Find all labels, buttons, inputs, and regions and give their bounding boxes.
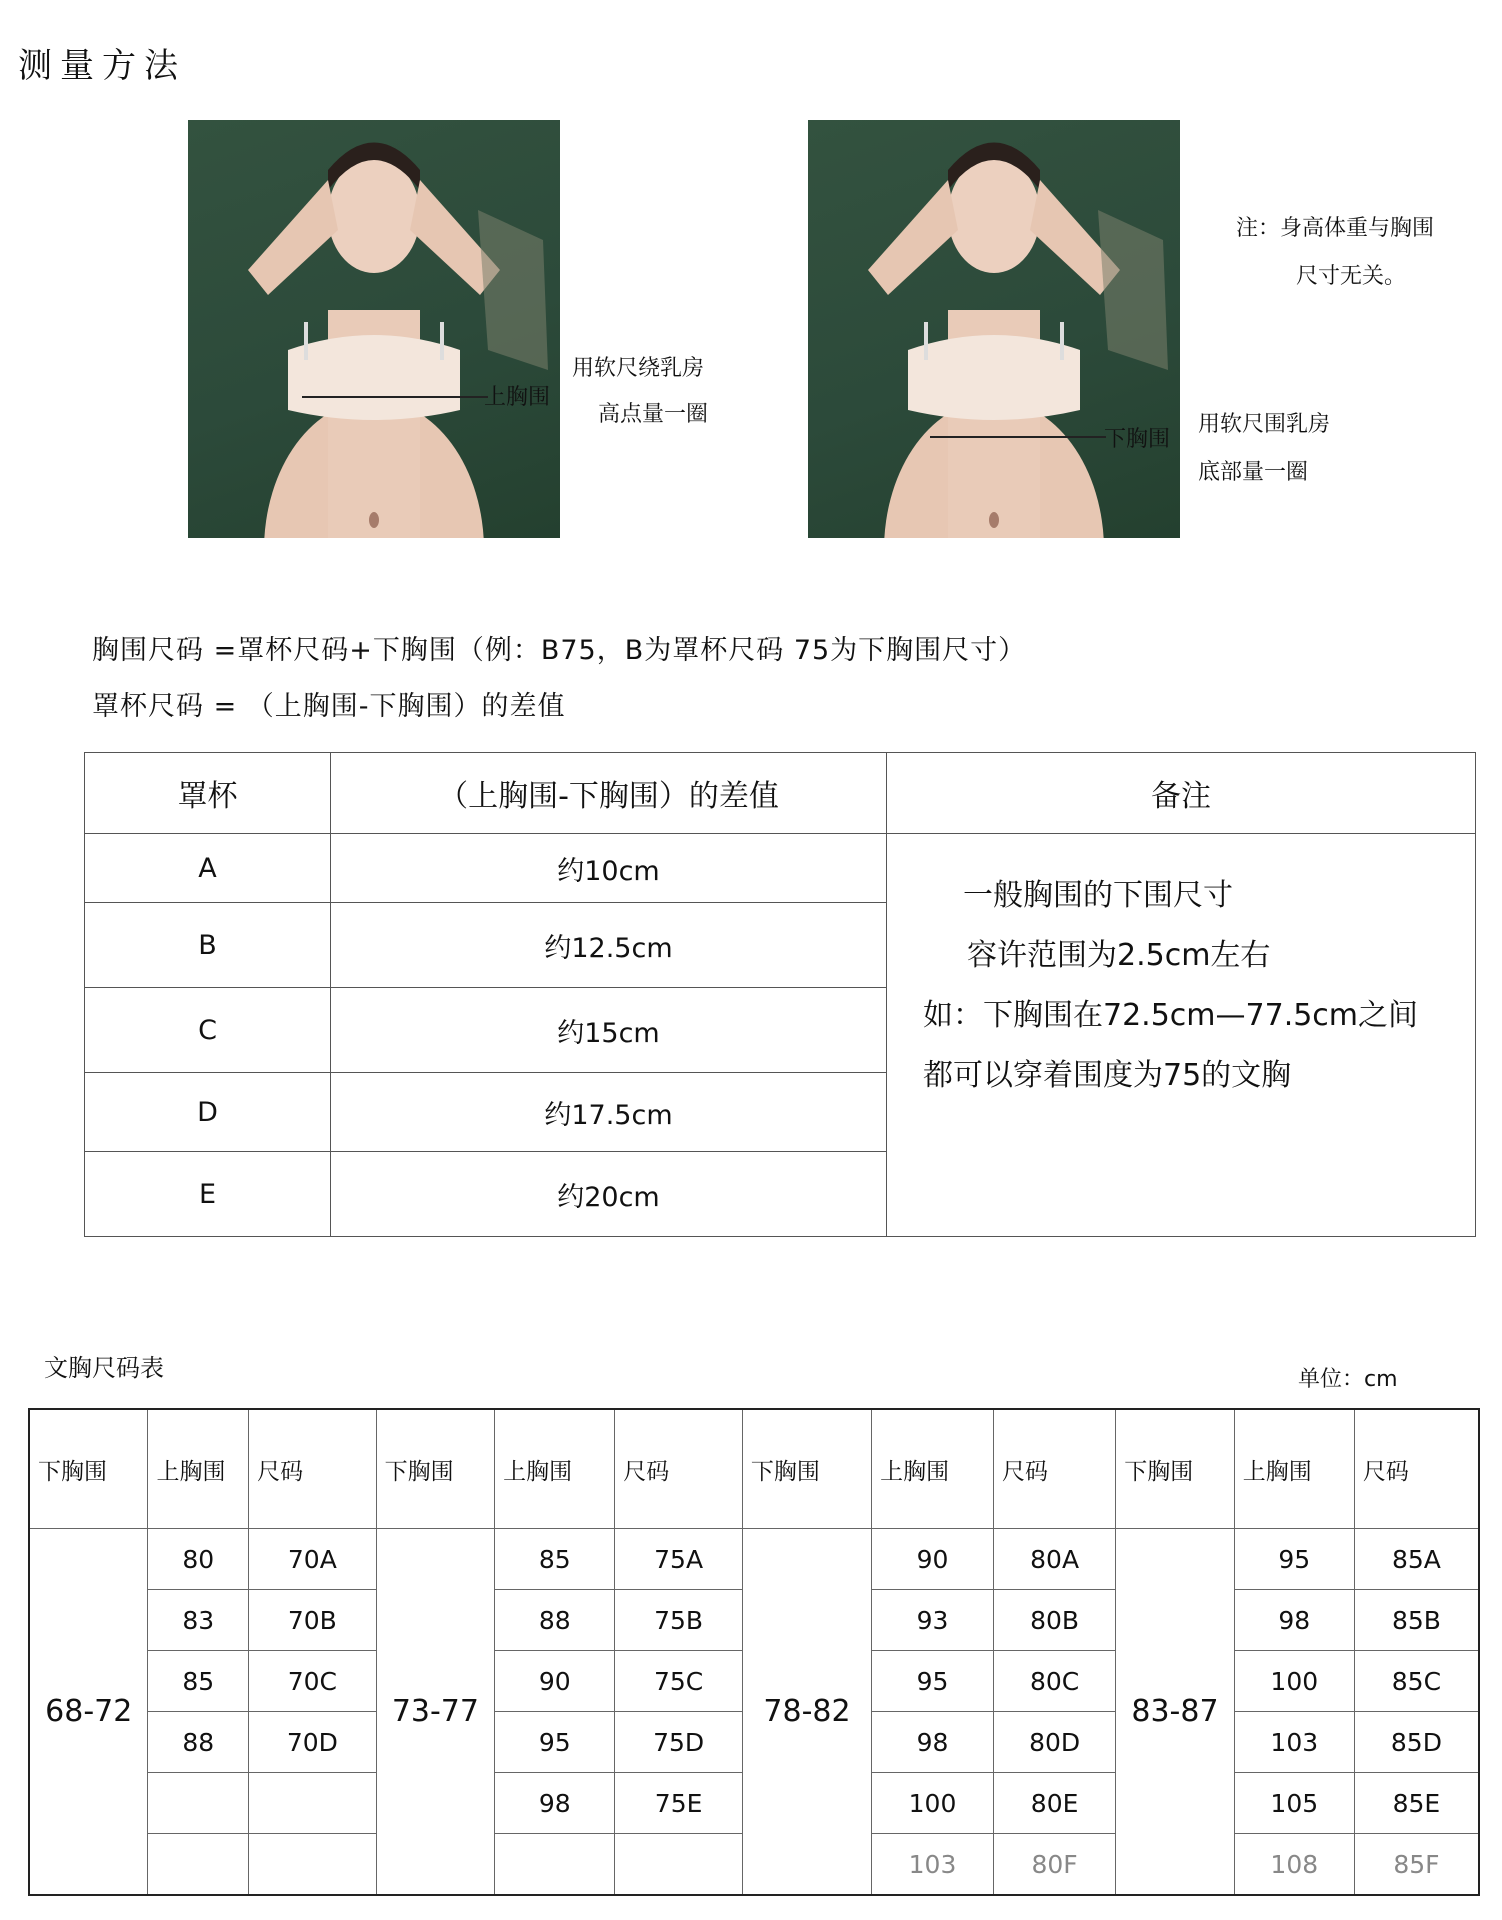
header-upper-bust: 上胸围 [1234,1409,1354,1529]
upper-bust-label: 上胸围 [484,385,551,410]
upper-bust-value: 103 [872,1834,994,1896]
side-note-1: 注：身高体重与胸围 [1236,216,1435,241]
upper-bust-value: 90 [495,1651,615,1712]
size-value: 75D [615,1712,743,1773]
remark-line: 如：下胸围在72.5cm—77.5cm之间 [923,998,1419,1033]
header-under-bust: 下胸围 [1116,1409,1234,1529]
upper-bust-value [495,1834,615,1896]
size-value: 80E [993,1773,1115,1834]
under-bust-label: 下胸围 [1104,427,1171,452]
upper-bust-value: 90 [872,1529,994,1590]
cup-letter: A [85,834,331,903]
page-title: 测量方法 [18,46,186,86]
bra-size-table [28,1408,1480,1896]
side-note-2: 尺寸无关。 [1296,264,1407,289]
size-value: 85E [1354,1773,1479,1834]
upper-bust-value: 103 [1234,1712,1354,1773]
header-under-bust: 下胸围 [29,1409,148,1529]
upper-bust-value: 100 [872,1773,994,1834]
size-value: 70D [249,1712,377,1773]
size-value: 80A [993,1529,1115,1590]
size-value: 75C [615,1651,743,1712]
size-value: 85A [1354,1529,1479,1590]
upper-bust-value: 85 [148,1651,249,1712]
upper-bust-value: 95 [872,1651,994,1712]
header-difference: （上胸围-下胸围）的差值 [331,753,887,834]
upper-bust-value: 80 [148,1529,249,1590]
cup-difference: 约20cm [331,1152,887,1237]
remark-line: 都可以穿着围度为75的文胸 [923,1058,1292,1093]
upper-bust-value: 95 [495,1712,615,1773]
cup-difference: 约15cm [331,988,887,1073]
header-under-bust: 下胸围 [742,1409,871,1529]
header-upper-bust: 上胸围 [148,1409,249,1529]
size-value: 75E [615,1773,743,1834]
cup-difference: 约10cm [331,834,887,903]
size-value: 85C [1354,1651,1479,1712]
under-bust-range: 83-87 [1116,1529,1234,1896]
size-value: 80C [993,1651,1115,1712]
model-photo-under-bust [808,120,1180,538]
upper-bust-value: 85 [495,1529,615,1590]
header-size: 尺码 [993,1409,1115,1529]
remark-line: 一般胸围的下围尺寸 [963,878,1233,913]
model-photo-upper-bust [188,120,560,538]
upper-bust-value: 83 [148,1590,249,1651]
under-bust-note-1: 用软尺围乳房 [1198,412,1331,437]
upper-bust-value: 88 [148,1712,249,1773]
cup-letter: D [85,1073,331,1152]
upper-bust-value: 93 [872,1590,994,1651]
size-value: 75B [615,1590,743,1651]
cup-difference: 约12.5cm [331,903,887,988]
size-value [615,1834,743,1896]
size-value: 80D [993,1712,1115,1773]
size-value: 85F [1354,1834,1479,1896]
upper-bust-value: 108 [1234,1834,1354,1896]
size-value [249,1834,377,1896]
size-value [249,1773,377,1834]
cup-difference: 约17.5cm [331,1073,887,1152]
size-value: 80F [993,1834,1115,1896]
size-value: 80B [993,1590,1115,1651]
table-row [85,834,1476,903]
upper-bust-value: 98 [1234,1590,1354,1651]
upper-bust-value: 98 [495,1773,615,1834]
upper-bust-value [148,1834,249,1896]
header-upper-bust: 上胸围 [872,1409,994,1529]
remark-cell [887,834,1476,1237]
header-size: 尺码 [249,1409,377,1529]
upper-bust-value [148,1773,249,1834]
header-under-bust: 下胸围 [376,1409,494,1529]
under-bust-line [930,436,1106,438]
size-value: 85D [1354,1712,1479,1773]
cup-letter: C [85,988,331,1073]
under-bust-range: 73-77 [376,1529,494,1896]
under-bust-note-2: 底部量一圈 [1198,460,1309,485]
formula-line-2: 罩杯尺码 = （上胸围-下胸围）的差值 [92,691,566,722]
table-row [29,1529,1479,1590]
header-remark: 备注 [887,753,1476,834]
cup-size-table [84,752,1476,1237]
upper-bust-line [302,396,488,398]
under-bust-range: 78-82 [742,1529,871,1896]
upper-bust-value: 98 [872,1712,994,1773]
cup-table-header [85,753,1476,834]
header-size: 尺码 [615,1409,743,1529]
upper-bust-note-1: 用软尺绕乳房 [572,356,705,381]
size-value: 70A [249,1529,377,1590]
formula-line-1: 胸围尺码 =罩杯尺码+下胸围（例：B75，B为罩杯尺码 75为下胸围尺寸） [92,635,1027,666]
size-value: 70B [249,1590,377,1651]
header-cup: 罩杯 [85,753,331,834]
remark-line: 容许范围为2.5cm左右 [967,938,1271,973]
header-upper-bust: 上胸围 [495,1409,615,1529]
cup-letter: B [85,903,331,988]
size-chart-title: 文胸尺码表 [44,1354,164,1382]
upper-bust-value: 100 [1234,1651,1354,1712]
size-value: 85B [1354,1590,1479,1651]
size-value: 75A [615,1529,743,1590]
under-bust-range: 68-72 [29,1529,148,1896]
upper-bust-value: 95 [1234,1529,1354,1590]
upper-bust-value: 88 [495,1590,615,1651]
size-chart-unit: 单位：cm [1298,1367,1398,1392]
header-size: 尺码 [1354,1409,1479,1529]
size-table-header [29,1409,1479,1529]
cup-letter: E [85,1152,331,1237]
size-value: 70C [249,1651,377,1712]
upper-bust-value: 105 [1234,1773,1354,1834]
upper-bust-note-2: 高点量一圈 [598,402,709,427]
